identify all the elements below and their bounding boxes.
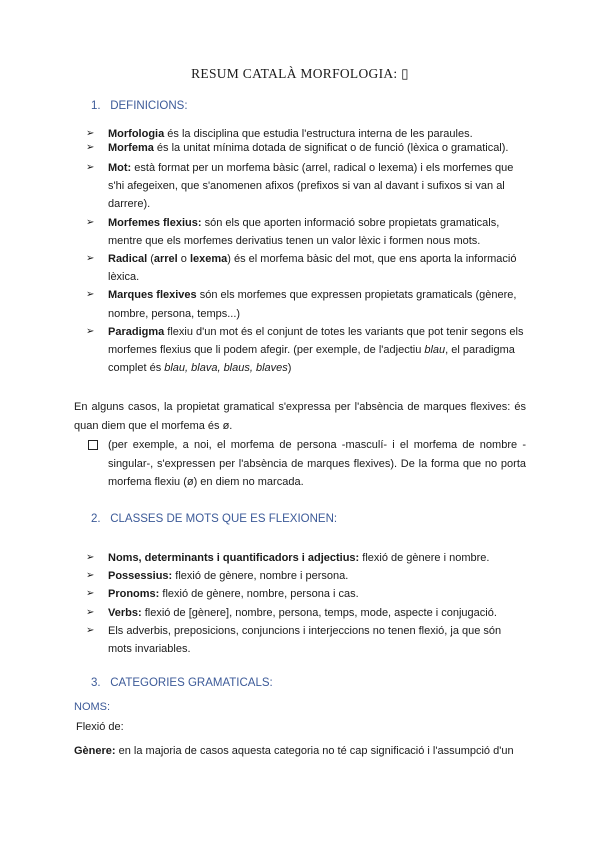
arrow-bullet-icon: ➢ bbox=[86, 588, 95, 600]
arrow-bullet-icon: ➢ bbox=[86, 325, 95, 337]
section-number: 2. bbox=[91, 513, 101, 525]
noms-label: NOMS: bbox=[74, 701, 111, 713]
list-item bbox=[86, 159, 526, 214]
text-fragment: ( bbox=[147, 253, 154, 266]
arrow-bullet-icon: ➢ bbox=[86, 289, 95, 301]
class-text: flexió de [gènere], nombre, persona, temps, mode, aspecte i conjugació. bbox=[141, 606, 497, 619]
arrow-bullet-icon: ➢ bbox=[86, 552, 95, 563]
list-item bbox=[86, 585, 526, 603]
term: Possessius: bbox=[108, 570, 173, 583]
definition-text: ) és el morfema bàsic del mot, que ens aporta la informació lèxica. bbox=[108, 253, 517, 284]
arrow-bullet-icon: ➢ bbox=[86, 162, 95, 173]
text-fragment: o bbox=[177, 253, 190, 266]
list-item bbox=[86, 141, 526, 155]
section-label: DEFINICIONS: bbox=[110, 100, 188, 112]
list-item bbox=[86, 604, 526, 622]
section-heading-definicions bbox=[91, 100, 188, 112]
class-text: flexió de gènere, nombre i persona. bbox=[172, 570, 349, 583]
term: Verbs: bbox=[108, 606, 142, 619]
definition-text: és la unitat mínima dotada de significat o de funció (lèxica o gramatical). bbox=[153, 142, 509, 154]
class-text: flexió de gènere, nombre, persona i cas. bbox=[159, 588, 359, 601]
arrow-bullet-icon: ➢ bbox=[86, 128, 95, 139]
term: arrel bbox=[153, 253, 178, 266]
list-item bbox=[86, 567, 526, 585]
sub-item bbox=[108, 436, 526, 492]
arrow-bullet-icon: ➢ bbox=[86, 253, 95, 265]
italic-example: blau, blava, blaus, blaves bbox=[164, 362, 288, 375]
definition-text: ) bbox=[287, 362, 292, 375]
list-item bbox=[86, 622, 526, 658]
italic-example: blau bbox=[424, 344, 446, 357]
term: Noms, determinants i quantificadors i adjectius: bbox=[108, 552, 360, 564]
class-text: Els adverbis, preposicions, conjuncions i interjeccions no tenen flexió, ja que són mots invariables. bbox=[108, 624, 502, 656]
definitions-list bbox=[86, 127, 526, 377]
definition-text: flexiu d'un mot és el conjunt de totes les variants que pot tenir segons els morfemes flexius que li podem afegir. (per exemple, de l'adjectiu bbox=[108, 325, 524, 357]
term: Radical bbox=[108, 253, 148, 266]
section-heading-classes bbox=[91, 513, 337, 525]
term: Morfemes flexius: bbox=[108, 216, 202, 229]
list-item bbox=[86, 127, 526, 141]
arrow-bullet-icon: ➢ bbox=[86, 216, 95, 228]
list-item bbox=[86, 549, 526, 567]
checkbox-bullet-icon bbox=[88, 440, 98, 450]
classes-list bbox=[86, 549, 526, 658]
term: lexema bbox=[189, 253, 228, 266]
term: Pronoms: bbox=[108, 588, 160, 601]
term: Marques flexives bbox=[108, 289, 197, 302]
definition-text: és la disciplina que estudia l'estructura interna de les paraules. bbox=[164, 128, 473, 140]
definition-text: està format per un morfema bàsic (arrel, radical o lexema) i els morfemes que s'hi afegeixen, que s'anomenen afixos (prefixos si van al davant i sufixos si van al darrere). bbox=[108, 162, 514, 211]
term: Gènere: bbox=[74, 745, 116, 757]
class-text: flexió de gènere i nombre. bbox=[359, 552, 490, 564]
arrow-bullet-icon: ➢ bbox=[86, 142, 95, 153]
term: Morfologia bbox=[108, 128, 165, 140]
definition-text: són els que aporten informació sobre propietats gramaticals, mentre que els morfemes derivatius tenen un valor lèxic i formen nous mots. bbox=[108, 216, 500, 247]
arrow-bullet-icon: ➢ bbox=[86, 606, 95, 618]
flexio-label: Flexió de: bbox=[76, 721, 124, 733]
term: Morfema bbox=[108, 142, 154, 154]
section-label: CATEGORIES GRAMATICALS: bbox=[110, 677, 273, 689]
paragraph: En alguns casos, la propietat gramatical s'expressa per l'absència de marques flexives: és quan diem que el morfema és ø. bbox=[74, 401, 526, 432]
term: Mot: bbox=[108, 162, 132, 174]
genere-text: en la majoria de casos aquesta categoria no té cap significació i l'assumpció d'un bbox=[115, 745, 514, 757]
sub-item-text: (per exemple, a noi, el morfema de persona -masculí- i el morfema de nombre -singular-, s'expressen per l'absència de marques flexives). De la forma que no porta morfema flexiu (ø) en diem no marcada. bbox=[108, 439, 526, 488]
genere-paragraph bbox=[74, 742, 526, 761]
arrow-bullet-icon: ➢ bbox=[86, 570, 95, 582]
list-item bbox=[86, 250, 526, 286]
page-title: RESUM CATALÀ MORFOLOGIA: ▯ bbox=[191, 66, 409, 81]
section-number: 3. bbox=[91, 677, 101, 689]
section-number: 1. bbox=[91, 100, 101, 112]
definition-text: són els morfemes que expressen propietats gramaticals (gènere, nombre, persona, temps...) bbox=[108, 289, 517, 320]
list-item bbox=[86, 286, 526, 322]
arrow-bullet-icon: ➢ bbox=[86, 624, 95, 636]
definition-text: , el paradigma complet és bbox=[108, 344, 515, 375]
term: Paradigma bbox=[108, 325, 165, 338]
section-label: CLASSES DE MOTS QUE ES FLEXIONEN: bbox=[110, 513, 338, 525]
list-item bbox=[86, 214, 526, 250]
list-item bbox=[86, 323, 526, 378]
section-heading-categories bbox=[91, 677, 273, 689]
